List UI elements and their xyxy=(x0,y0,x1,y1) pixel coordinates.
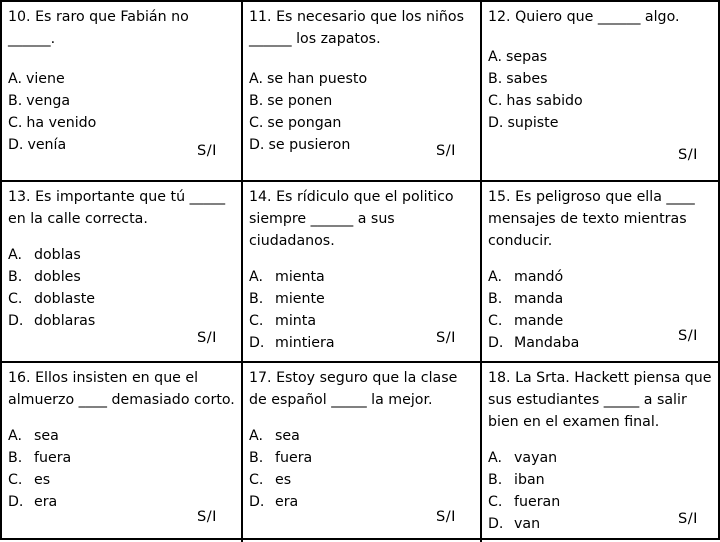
option-letter: A. xyxy=(488,450,502,466)
option-text: Mandaba xyxy=(514,335,580,351)
option-letter: D. xyxy=(8,313,24,329)
option-text: manda xyxy=(514,291,564,307)
answer-option xyxy=(488,469,716,491)
answer-option xyxy=(488,90,716,112)
option-text: viene xyxy=(25,71,65,87)
option-text: dobles xyxy=(34,269,81,285)
question-cell-18 xyxy=(482,363,720,542)
option-text: minta xyxy=(275,313,317,329)
option-letter: C. xyxy=(488,494,503,510)
answer-option xyxy=(249,425,474,447)
option-letter: C. xyxy=(8,115,23,131)
option-letter: B. xyxy=(249,291,264,307)
option-letter: B. xyxy=(249,450,264,466)
question-prompt: 14. Es rídiculo que el politico siempre ______ a sus ciudadanos. xyxy=(249,189,454,249)
si-mark: S/I xyxy=(197,508,217,525)
option-letter: B. xyxy=(488,71,503,87)
question-cell-16 xyxy=(2,363,243,542)
option-letter: D. xyxy=(249,494,265,510)
option-letter: C. xyxy=(249,313,264,329)
option-text: vayan xyxy=(514,450,558,466)
option-letter: A. xyxy=(249,269,263,285)
question-cell-17 xyxy=(243,363,482,542)
si-mark: S/I xyxy=(436,329,456,346)
option-letter: A. xyxy=(8,428,22,444)
option-letter: B. xyxy=(8,450,23,466)
answer-option xyxy=(8,288,235,310)
answer-option xyxy=(488,68,716,90)
option-letter: D. xyxy=(8,494,24,510)
answer-option xyxy=(249,68,474,90)
option-letter: D. xyxy=(488,115,504,131)
answer-option xyxy=(488,266,716,288)
answer-option xyxy=(8,425,235,447)
option-text: es xyxy=(275,472,292,488)
answer-option xyxy=(249,266,474,288)
option-letter: A. xyxy=(8,247,22,263)
answer-option xyxy=(8,266,235,288)
option-text: venga xyxy=(26,93,71,109)
option-text: doblaste xyxy=(34,291,96,307)
answer-option xyxy=(249,469,474,491)
answer-option xyxy=(488,447,716,469)
option-text: mandó xyxy=(514,269,564,285)
answer-option xyxy=(8,469,235,491)
option-text: se han puesto xyxy=(266,71,368,87)
answer-option xyxy=(8,447,235,469)
si-mark: S/I xyxy=(197,142,217,159)
answer-options xyxy=(488,46,716,134)
question-prompt: 13. Es importante que tú _____ en la calle correcta. xyxy=(8,189,226,227)
option-letter: C. xyxy=(249,472,264,488)
answer-option xyxy=(488,46,716,68)
option-letter: B. xyxy=(8,93,23,109)
option-letter: C. xyxy=(488,313,503,329)
option-letter: B. xyxy=(249,93,264,109)
answer-option xyxy=(249,447,474,469)
answer-option xyxy=(249,288,474,310)
si-mark: S/I xyxy=(197,329,217,346)
option-text: mintiera xyxy=(275,335,335,351)
option-text: van xyxy=(514,516,541,532)
question-cell-12 xyxy=(482,2,720,182)
question-cell-14 xyxy=(243,182,482,363)
answer-options xyxy=(249,425,474,513)
option-letter: D. xyxy=(8,137,24,153)
option-text: miente xyxy=(275,291,325,307)
answer-option xyxy=(8,90,235,112)
si-mark: S/I xyxy=(678,510,698,527)
option-letter: A. xyxy=(488,49,502,65)
answer-option xyxy=(8,112,235,134)
option-text: ha venido xyxy=(26,115,97,131)
si-mark: S/I xyxy=(678,146,698,163)
option-text: doblaras xyxy=(34,313,96,329)
answer-option xyxy=(249,112,474,134)
option-text: sepas xyxy=(505,49,548,65)
option-text: mienta xyxy=(275,269,325,285)
option-text: mande xyxy=(514,313,564,329)
si-mark: S/I xyxy=(436,508,456,525)
si-mark: S/I xyxy=(678,327,698,344)
option-letter: D. xyxy=(488,335,504,351)
option-text: iban xyxy=(514,472,545,488)
question-prompt: 10. Es raro que Fabián no ______. xyxy=(8,9,189,47)
answer-options xyxy=(8,244,235,332)
question-cell-13 xyxy=(2,182,243,363)
answer-option xyxy=(488,288,716,310)
question-cell-10 xyxy=(2,2,243,182)
option-letter: D. xyxy=(249,335,265,351)
question-prompt: 15. Es peligroso que ella ____ mensajes de texto mientras conducir. xyxy=(488,189,695,249)
option-letter: C. xyxy=(8,291,23,307)
answer-option xyxy=(8,68,235,90)
option-text: fueran xyxy=(514,494,561,510)
option-text: se ponen xyxy=(267,93,333,109)
option-letter: C. xyxy=(8,472,23,488)
option-letter: B. xyxy=(488,291,503,307)
question-prompt: 18. La Srta. Hackett piensa que sus estudiantes _____ a salir bien en el examen final. xyxy=(488,370,712,430)
option-letter: C. xyxy=(249,115,264,131)
option-text: fuera xyxy=(34,450,72,466)
option-text: sea xyxy=(34,428,59,444)
option-letter: B. xyxy=(488,472,503,488)
option-text: era xyxy=(34,494,58,510)
option-text: venía xyxy=(27,137,67,153)
option-text: doblas xyxy=(34,247,81,263)
answer-option xyxy=(249,90,474,112)
answer-option xyxy=(8,244,235,266)
option-text: sea xyxy=(275,428,300,444)
answer-options xyxy=(8,425,235,513)
answer-option xyxy=(488,112,716,134)
question-prompt: 17. Estoy seguro que la clase de español _____ la mejor. xyxy=(249,370,458,408)
option-letter: C. xyxy=(488,93,503,109)
option-letter: A. xyxy=(8,71,22,87)
option-text: has sabido xyxy=(506,93,583,109)
option-letter: D. xyxy=(249,137,265,153)
question-prompt: 11. Es necesario que los niños ______ los zapatos. xyxy=(249,9,464,47)
option-letter: A. xyxy=(488,269,502,285)
option-text: es xyxy=(34,472,51,488)
option-text: se pusieron xyxy=(268,137,351,153)
question-cell-15 xyxy=(482,182,720,363)
option-text: se pongan xyxy=(267,115,342,131)
option-letter: A. xyxy=(249,71,263,87)
si-mark: S/I xyxy=(436,142,456,159)
option-letter: A. xyxy=(249,428,263,444)
option-text: fuera xyxy=(275,450,313,466)
question-prompt: 16. Ellos insisten en que el almuerzo ____ demasiado corto. xyxy=(8,370,235,408)
option-text: sabes xyxy=(506,71,548,87)
option-letter: D. xyxy=(488,516,504,532)
option-text: supiste xyxy=(507,115,559,131)
option-letter: B. xyxy=(8,269,23,285)
question-prompt: 12. Quiero que ______ algo. xyxy=(488,9,680,25)
question-cell-11 xyxy=(243,2,482,182)
option-text: era xyxy=(275,494,299,510)
